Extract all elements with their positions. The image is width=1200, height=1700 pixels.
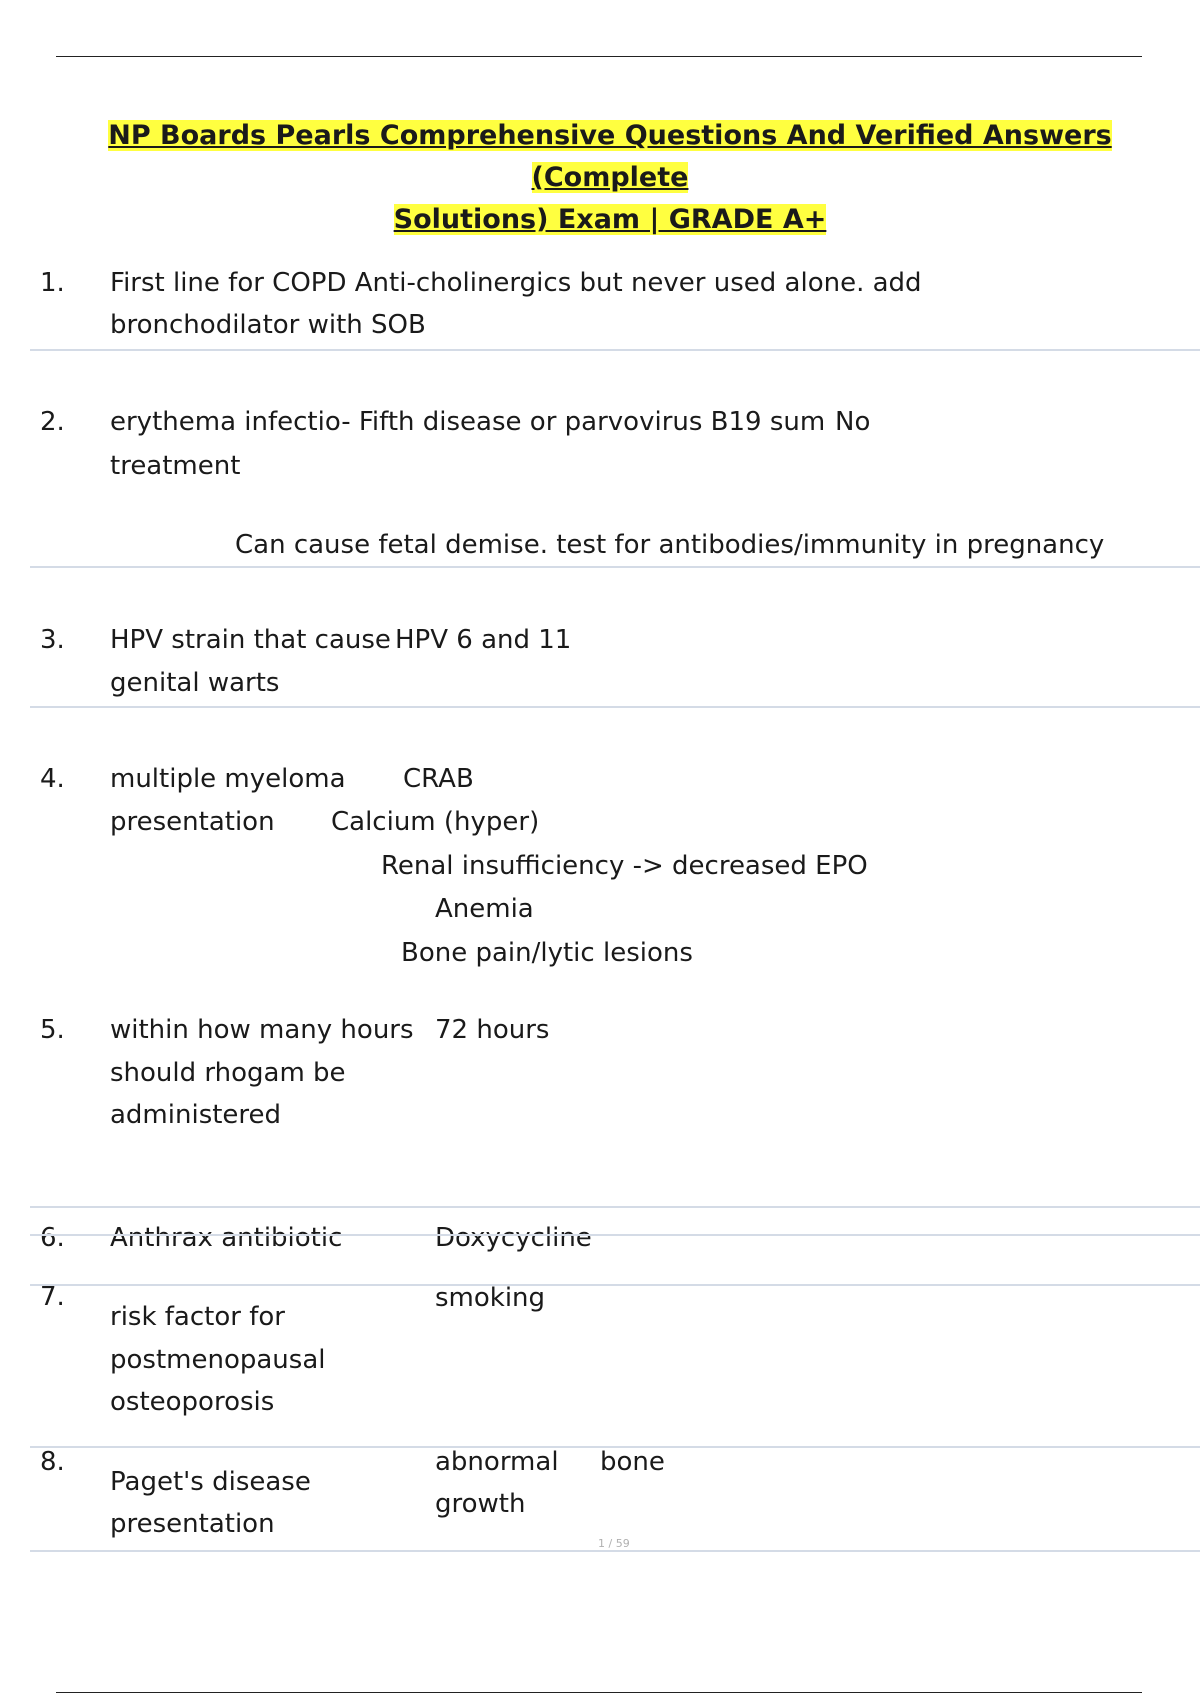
title-line-1: NP Boards Pearls Comprehensive Questions And Verified Answers (Complete: [108, 120, 1112, 193]
row-divider: [30, 1550, 1200, 1552]
answer-text: Calcium (hyper): [331, 807, 540, 837]
top-rule: [56, 56, 1142, 57]
item-text: bronchodilator with SOB: [110, 310, 426, 340]
answer-text: smoking: [435, 1283, 546, 1313]
question-text: should rhogam be: [110, 1058, 346, 1088]
question-text: osteoporosis: [110, 1387, 275, 1417]
question-text: Anthrax antibiotic: [110, 1223, 343, 1253]
question-text: erythema infectio- Fifth disease or parvovirus B19 sum: [110, 407, 826, 437]
answer-text: HPV 6 and 11: [395, 625, 572, 655]
question-text: genital warts: [110, 668, 280, 698]
document-title: [90, 115, 1130, 241]
answer-text: Doxycycline: [435, 1223, 592, 1253]
item-number: 4.: [40, 764, 65, 794]
item-number: 7.: [40, 1282, 65, 1312]
item-number: 6.: [40, 1223, 65, 1253]
answer-text: No: [835, 407, 871, 437]
item-number: 2.: [40, 407, 65, 437]
item-number: 3.: [40, 625, 65, 655]
answer-text: growth: [435, 1489, 526, 1519]
row-divider: [30, 1284, 1200, 1286]
item-number: 1.: [40, 268, 65, 298]
question-text: within how many hours: [110, 1015, 414, 1045]
row-divider: [30, 566, 1200, 568]
row-divider: [30, 1206, 1200, 1208]
question-text: HPV strain that cause: [110, 625, 391, 655]
question-text: multiple myeloma: [110, 764, 346, 794]
answer-text: CRAB: [403, 764, 474, 794]
item-number: 8.: [40, 1447, 65, 1477]
answer-text: Anemia: [435, 894, 534, 924]
answer-text: Bone pain/lytic lesions: [401, 938, 693, 968]
question-text: administered: [110, 1100, 282, 1130]
question-text: presentation: [110, 1509, 275, 1539]
answer-text: Renal insufficiency -> decreased EPO: [381, 851, 868, 881]
item-text: First line for COPD Anti-cholinergics but never used alone. add: [110, 268, 922, 298]
row-divider: [30, 706, 1200, 708]
question-text: Paget's disease: [110, 1467, 311, 1497]
page-indicator: 1 / 59: [598, 1537, 630, 1550]
row-divider: [30, 349, 1200, 351]
question-text: treatment: [110, 451, 241, 481]
question-text: risk factor for: [110, 1302, 285, 1332]
strike-line: [30, 1234, 1200, 1236]
answer-text: abnormal: [435, 1447, 559, 1477]
item-number: 5.: [40, 1015, 65, 1045]
question-text: presentation: [110, 807, 275, 837]
title-line-2: Solutions) Exam | GRADE A+: [393, 204, 827, 235]
bottom-rule: [56, 1692, 1142, 1693]
answer-text: bone: [600, 1447, 665, 1477]
answer-text: 72 hours: [435, 1015, 550, 1045]
question-text: postmenopausal: [110, 1345, 326, 1375]
answer-text: Can cause fetal demise. test for antibodies/immunity in pregnancy: [235, 530, 1105, 560]
